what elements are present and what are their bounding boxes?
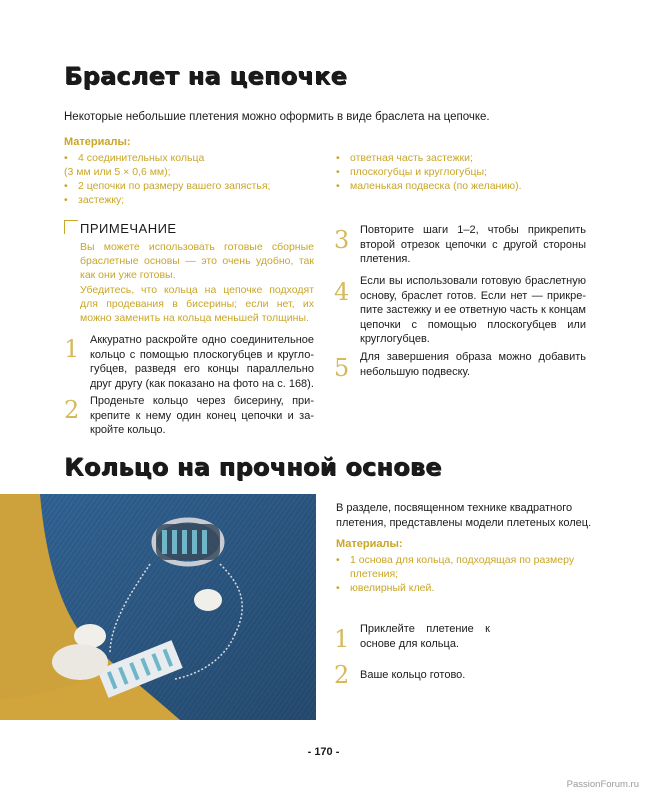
materials-list-left xyxy=(64,151,324,207)
section-intro-ring: В разделе, посвященном технике квадратного плетения, представлены модели плетеных колец. xyxy=(336,502,592,529)
step-text-ring-1: Приклейте плетение к основе для кольца. xyxy=(360,623,490,650)
section-intro-bracelet: Некоторые небольшие плетения можно оформить в виде браслета на цепочке. xyxy=(64,111,490,123)
section-title-ring: Кольцо на прочной основе xyxy=(64,453,442,481)
note-corner-mark xyxy=(64,220,78,234)
note-paragraph-2: Убедитесь, что кольца на цепочке подходят для продевания в бисерины; если нет, их можно заменить на кольца меньшей толщины. xyxy=(80,284,314,324)
list-item: • ювелирный клей. xyxy=(336,582,435,594)
section-title-bracelet: Браслет на цепочке xyxy=(64,62,347,90)
page-number: - 170 - xyxy=(307,746,340,758)
materials-list-right xyxy=(336,151,596,193)
list-item: • 2 цепочки по размеру вашего запястья; xyxy=(64,180,271,192)
list-item: • 4 соединительных кольца xyxy=(64,152,205,164)
list-item: • застежку; xyxy=(64,194,125,206)
step-text-4: Если вы использовали готовую браслетную основу, браслет готов. Если нет — прикрепите застежку и ее ответную часть к концам цепочки с помощью плоскогубцев или круглогубцев. xyxy=(360,275,586,345)
step-number-2: 2 xyxy=(64,396,80,424)
step-text-3: Повторите шаги 1–2, чтобы прикрепить второй отрезок цепочки с другой стороны плетения. xyxy=(360,224,586,265)
step-text-ring-2: Ваше кольцо готово. xyxy=(360,669,466,681)
materials-list-ring xyxy=(336,553,592,595)
step-text-5: Для завершения образа можно добавить небольшую подвеску. xyxy=(360,351,586,378)
step-text-2: Проденьте кольцо через бисерину, прикрепите к нему один конец цепочки и закройте кольцо. xyxy=(90,395,314,436)
list-item: (3 мм или 5 × 0,6 мм); xyxy=(64,166,171,178)
list-item: • плоскогубцы и круглогубцы; xyxy=(336,166,487,178)
watermark: PassionForum.ru xyxy=(566,779,639,790)
step-text-1: Аккуратно раскройте одно соединительное кольцо с помощью плоскогубцев и круглогубцев, разведя его концы параллельно друг другу (как показано на фото на с. 168). xyxy=(90,334,314,390)
list-item: • маленькая подвеска (по желанию). xyxy=(336,180,522,192)
step-number-3: 3 xyxy=(334,226,350,254)
step-number-1: 1 xyxy=(64,335,80,363)
list-item: • ответная часть застежки; xyxy=(336,152,473,164)
list-item: • 1 основа для кольца, подходящая по размеру плетения; xyxy=(336,554,575,580)
step-number-4: 4 xyxy=(334,278,350,306)
step-number-5: 5 xyxy=(334,354,350,382)
note-title: ПРИМЕЧАНИЕ xyxy=(80,221,177,236)
step-number-ring-1: 1 xyxy=(334,625,350,653)
step-number-ring-2: 2 xyxy=(334,661,350,689)
materials-heading-ring: Материалы: xyxy=(336,538,403,550)
materials-heading-bracelet: Материалы: xyxy=(64,136,131,148)
bracelet-ring-photo xyxy=(0,494,316,720)
note-paragraph-1: Вы можете использовать готовые сборные браслетные основы — это очень удобно, так как они уже готовы. xyxy=(80,241,314,281)
